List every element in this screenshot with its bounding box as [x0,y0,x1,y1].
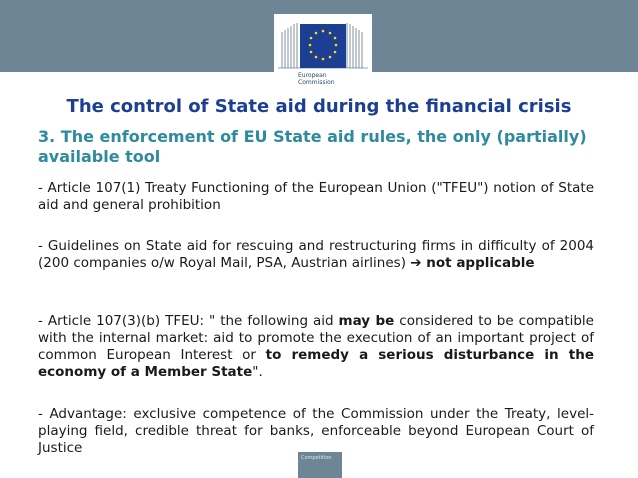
logo-line-2: Commission [298,79,335,86]
european-commission-logo [274,14,372,96]
footer-tag [298,452,342,478]
paragraph-text: - Article 107(1) Treaty Functioning of the European Union ("TFEU") notion of State aid and general prohibition [38,180,594,213]
paragraph-guidelines [38,238,594,272]
paragraph-text: considered to be compatible with the internal market: aid to promote the execution of an important project of common European Interest or [38,313,594,363]
paragraph-text: - Advantage: exclusive competence of the Commission under the Treaty, level-playing field, credible threat for banks, enforceable beyond European Court of Justice [38,406,594,456]
paragraph-text: ". [252,364,263,380]
paragraph-bold: may be [338,313,395,329]
logo-text [298,72,335,86]
footer-label: Competition [301,455,332,461]
slide-subtitle: 3. The enforcement of EU State aid rules, the only (partially) available tool [38,127,587,166]
paragraph-bold: to remedy a serious disturbance in the economy of a Member State [38,347,594,380]
arrow-icon: ➔ [410,255,422,271]
paragraph-text: - Article 107(3)(b) TFEU: " the following aid [38,313,339,329]
logo-line-1: European [298,72,327,79]
paragraph-text: - Guidelines on State aid for rescuing and restructuring firms in difficulty of 2004 (200 companies o/w Royal Mail, PSA, Austrian airlines) [38,238,594,271]
commission-building-icon [274,14,372,70]
paragraph-article-107-1 [38,180,594,214]
paragraph-advantage [38,406,594,457]
paragraph-article-107-3b [38,313,594,381]
slide-title: The control of State aid during the financial crisis [66,96,572,117]
paragraph-bold: not applicable [421,255,535,271]
